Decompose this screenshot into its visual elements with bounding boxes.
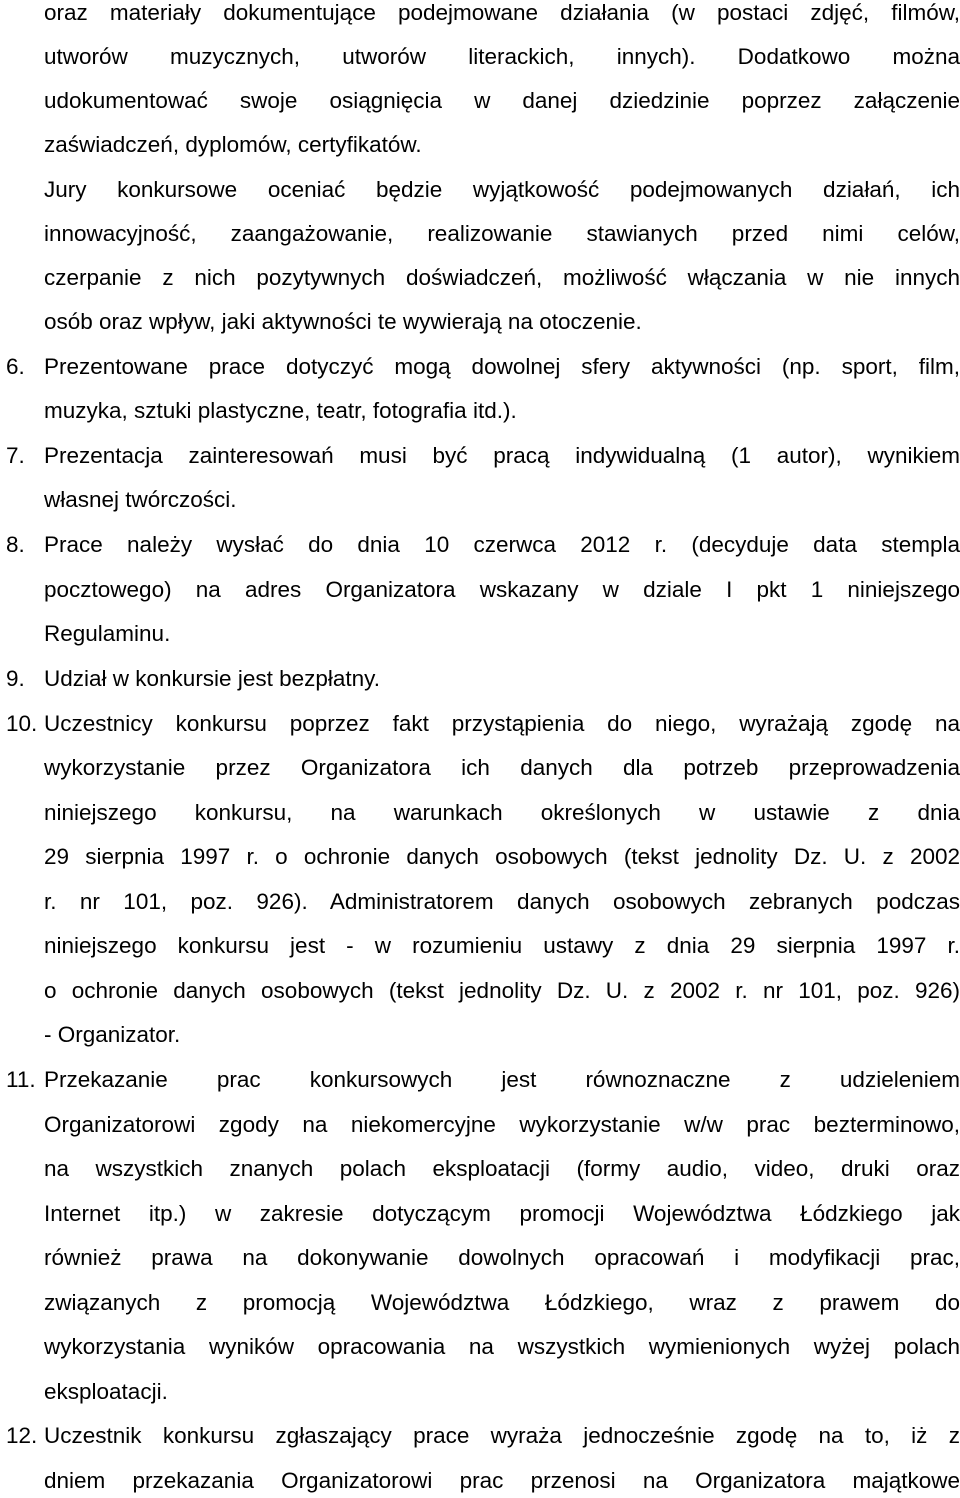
list-item-number: 10. [6, 711, 38, 736]
list-item-line: Udział w konkursie jest bezpłatny. [44, 666, 380, 691]
list-item-number: 7. [6, 443, 25, 468]
list-item-line: Organizatorowi zgody na niekomercyjne wykorzystanie w/w prac bezterminowo, [44, 1112, 960, 1137]
list-item-line: - Organizator. [44, 1022, 181, 1047]
list-item-number: 12. [6, 1423, 38, 1448]
list-item-line: Uczestnicy konkursu poprzez fakt przystąpienia do niego, wyrażają zgodę na [44, 711, 960, 736]
list-item-line: muzyka, sztuki plastyczne, teatr, fotografia itd.). [44, 398, 517, 423]
list-item-number: 11. [6, 1067, 36, 1092]
list-item-line: wykorzystania wyników opracowania na wszystkich wymienionych wyżej polach [44, 1334, 960, 1359]
list-item-line: Prace należy wysłać do dnia 10 czerwca 2012 r. (decyduje data stempla [44, 532, 960, 557]
list-item-line: na wszystkich znanych polach eksploatacji (formy audio, video, druki oraz [44, 1156, 960, 1181]
paragraph-line: utworów muzycznych, utworów literackich, innych). Dodatkowo można [44, 44, 960, 69]
list-item-line: eksploatacji. [44, 1379, 168, 1404]
list-item-line: Internet itp.) w zakresie dotyczącym promocji Województwa Łódzkiego jak [44, 1201, 960, 1226]
paragraph-line: zaświadczeń, dyplomów, certyfikatów. [44, 132, 422, 157]
list-item-line: Przekazanie prac konkursowych jest równoznaczne z udzieleniem [44, 1067, 960, 1092]
list-item-line: własnej twórczości. [44, 487, 237, 512]
paragraph-line: osób oraz wpływ, jaki aktywności te wywierają na otoczenie. [44, 309, 642, 334]
list-item-line: Prezentowane prace dotyczyć mogą dowolnej sfery aktywności (np. sport, film, [44, 354, 960, 379]
list-item-number: 9. [6, 666, 25, 691]
list-item-line: Prezentacja zainteresowań musi być pracą indywidualną (1 autor), wynikiem [44, 443, 960, 468]
list-item-line: niniejszego konkursu jest - w rozumieniu ustawy z dnia 29 sierpnia 1997 r. [44, 933, 960, 958]
paragraph-line: Jury konkursowe oceniać będzie wyjątkowość podejmowanych działań, ich [44, 177, 960, 202]
list-item-line: niniejszego konkursu, na warunkach określonych w ustawie z dnia [44, 800, 960, 825]
paragraph-line: udokumentować swoje osiągnięcia w danej dziedzinie poprzez załączenie [44, 88, 960, 113]
list-item-line: dniem przekazania Organizatorowi prac przenosi na Organizatora majątkowe [44, 1468, 960, 1493]
list-item-line: związanych z promocją Województwa Łódzkiego, wraz z prawem do [44, 1290, 960, 1315]
list-item-line: Regulaminu. [44, 621, 171, 646]
list-item-line: również prawa na dokonywanie dowolnych opracowań i modyfikacji prac, [44, 1245, 960, 1270]
list-item-line: wykorzystanie przez Organizatora ich danych dla potrzeb przeprowadzenia [44, 755, 960, 780]
list-item-line: 29 sierpnia 1997 r. o ochronie danych osobowych (tekst jednolity Dz. U. z 2002 [44, 844, 960, 869]
paragraph-line: innowacyjność, zaangażowanie, realizowanie stawianych przed nimi celów, [44, 221, 960, 246]
list-item-number: 8. [6, 532, 25, 557]
list-item-line: o ochronie danych osobowych (tekst jednolity Dz. U. z 2002 r. nr 101, poz. 926) [44, 978, 960, 1003]
list-item-number: 6. [6, 354, 25, 379]
list-item-line: r. nr 101, poz. 926). Administratorem danych osobowych zebranych podczas [44, 889, 960, 914]
paragraph-line: czerpanie z nich pozytywnych doświadczeń, możliwość włączania w nie innych [44, 265, 960, 290]
paragraph-line: oraz materiały dokumentujące podejmowane działania (w postaci zdjęć, filmów, [44, 0, 960, 25]
list-item-line: Uczestnik konkursu zgłaszający prace wyraża jednocześnie zgodę na to, iż z [44, 1423, 960, 1448]
list-item-line: pocztowego) na adres Organizatora wskazany w dziale I pkt 1 niniejszego [44, 577, 960, 602]
